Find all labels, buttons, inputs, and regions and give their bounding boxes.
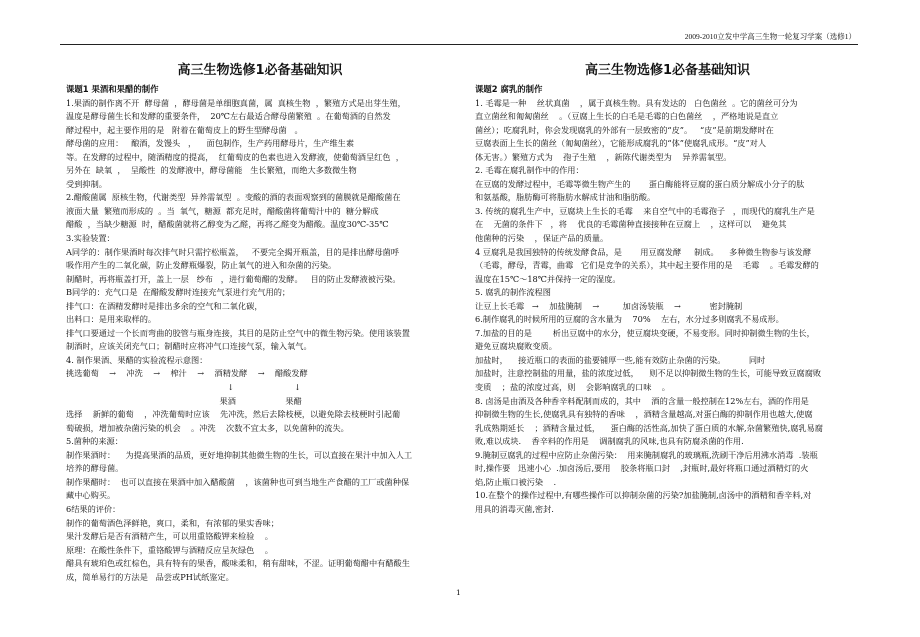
right-text-line: 8. 卤汤是由酒及各种香辛料配制而成的，其中 酒的含量一般控制在12%左右，酒的作用是: [475, 395, 809, 406]
left-text-line: 选择 新鲜的葡萄 ，冲洗葡萄时应该 先冲洗，然后去除枝梗，以避免除去枝梗时引起葡: [66, 409, 401, 420]
left-text-line: 温度是酵母菌生长和发酵的重要条件， 20℃左右最适合酵母菌繁殖 。在葡萄酒的自然发: [66, 111, 391, 122]
right-text-line: 10.在整个的操作过程中,有哪些操作可以抑制杂菌的污染?加盐腌制,卤汤中的酒精和香辛料,对: [475, 490, 812, 501]
right-text-line: 抑制微生物的生长,使腐乳具有独特的香味 ，酒精含量越高,对蛋白酶的抑制作用也越大,使腐: [475, 409, 813, 420]
right-text-line: 3. 传统的腐乳生产中，豆腐块上生长的毛霉 来自空气中的毛霉孢子 ，而现代的腐乳生产是: [475, 205, 815, 216]
right-text-line: 和氨基酸，脂肪酶可将脂肪水解成甘油和脂肪酸。: [475, 192, 656, 203]
right-text-line: 加盐时，注意控制盐的用量，盐的浓度过低， 则不足以抑制微生物的生长，可能导致豆腐腐败: [475, 368, 822, 379]
right-text-line: 他菌种的污染 ，保证产品的质量。: [475, 233, 609, 244]
left-text-line: 醋具有琥珀色或红棕色，具有特有的果香，酸味柔和，稍有甜味，不涩。证明葡萄醋中有醋酸生: [66, 558, 410, 569]
left-body: [66, 97, 454, 585]
left-text-line: 醋酸 ，当缺少糖源 时，醋酸菌就将乙醇变为乙醛，再将乙醛变为醋酸。温度30℃-35℃: [66, 219, 389, 230]
right-text-line: 变质 ；盐的浓度过高，则 会影响腐乳的口味 。: [475, 382, 670, 393]
left-text-line: 5.菌种的来源：: [66, 436, 123, 447]
right-text-line: 5. 腐乳的制作流程图: [475, 287, 551, 298]
left-text-line: 吸作用产生的二氧化碳，防止发酵瓶爆裂，防止氧气的进入和杂菌的污染。: [66, 260, 337, 271]
left-text-line: 2.醋酸菌属 原核生物，代谢类型 异养需氧型 。变酸的酒的表面观察到的菌膜就是醋酸菌在: [66, 192, 401, 203]
left-text-line: 萄破损，增加被杂菌污染的机会 。冲洗 次数不宜太多，以免菌种的流失。: [66, 422, 349, 433]
right-text-line: 时,操作要 迅速小心 .加卤汤后,要用 胶条将瓶口封 ,封瓶时,最好将瓶口通过酒精灯的火: [475, 463, 809, 474]
left-text-line: 酵过程中，起主要作用的是 附着在葡萄皮上的野生型酵母菌 。: [66, 124, 303, 135]
left-text-line: B同学的：充气口是 在醋酸发酵时连接充气泵进行充气用的；: [66, 287, 291, 298]
right-title: 高三生物选修1必备基础知识: [584, 63, 751, 78]
left-text-line: 另外在 缺氧 ， 呈酸性 的发酵液中，酵母菌能 生长繁殖，而绝大多数微生物: [66, 165, 357, 176]
left-text-line: 制醋时，再将瓶盖打开，盖上一层 纱布 ，进行葡萄醋的发酵。 目的防止发酵液被污染。: [66, 273, 401, 284]
left-text-line: 成，简单易行的方法是 品尝或PH试纸鉴定。: [66, 571, 234, 582]
left-text-line: 果酒 果醋: [66, 395, 302, 406]
right-text-line: 豆腐表面上生长的菌丝（匍匐菌丝），它能形成腐乳的“体”使腐乳成形。“皮”对人: [475, 138, 767, 149]
right-text-line: 焰,防止瓶口被污染 .: [475, 476, 557, 487]
right-text-line: 乳成熟期延长 ；酒精含量过低， 蛋白酶的活性高,加快了蛋白质的水解,杂菌繁殖快,腐乳易腐: [475, 422, 823, 433]
left-subtitle: 课题1 果酒和果醋的制作: [66, 84, 159, 94]
left-text-line: 制作果酒时： 为提高果酒的品质，更好地抑制其他微生物的生长，可以直接在果汁中加入人工: [66, 449, 413, 460]
left-text-line: 培养的酵母菌。: [66, 463, 124, 474]
left-text-line: 制酒时，应该关闭充气口；制醋时应将冲气口连接气泵，输入氧气。: [66, 341, 312, 352]
right-subtitle: 课题2 腐乳的制作: [475, 84, 543, 94]
header-rule: [60, 44, 858, 45]
right-text-line: 避免豆腐块腐败变质。: [475, 341, 557, 352]
left-text-line: 4. 制作果酒、果醋的实验流程示意图：: [66, 354, 208, 365]
left-text-line: 藏中心购买。: [66, 490, 116, 501]
right-text-line: 1. 毛霉是一种 丝状真菌 ，属于真核生物。具有发达的 白色菌丝 。它的菌丝可分为: [475, 97, 798, 108]
right-text-line: 9.腌制豆腐乳的过程中应防止杂菌污染： 用来腌制腐乳的玻璃瓶,洗刷干净后用沸水消毒 .装瓶: [475, 449, 818, 460]
right-text-line: 6.制作腐乳的时候所用的豆腐的含水量为 70% 左右，水分过多则腐乳不易成形。: [475, 314, 784, 325]
left-text-line: 等。在发酵的过程中，随酒精度的提高， 红葡萄皮的色素也进入发酵液，使葡萄酒呈红色 ，: [66, 151, 404, 162]
left-text-line: 果汁发酵后是否有酒精产生，可以用重铬酸钾来检验 。: [66, 531, 273, 542]
right-text-line: （毛霉，酵母，青霉，曲霉 它们是竞争的关系），其中起主要作用的是 毛霉 。毛霉发酵的: [475, 260, 819, 271]
left-text-line: 3.实验装置：: [66, 233, 115, 244]
page-number: 1: [456, 588, 461, 597]
left-text-line: 酵母菌的应用： 酿酒，发馒头 ， 面包制作，生产药用酵母片，生产维生素: [66, 138, 355, 149]
left-text-line: 6结果的评价：: [66, 503, 121, 514]
left-text-line: 1.果酒的制作离不开 酵母菌 ，酵母菌是单细胞真菌，属 真核生物 ，繁殖方式是出芽生殖，: [66, 97, 406, 108]
left-text-line: 液面大量 繁殖而形成的 。当 氧气，糖源 都充足时，醋酸菌将葡萄汁中的 糖分解成: [66, 205, 379, 216]
right-body: [475, 97, 860, 517]
right-text-line: 败,难以成块. 香辛料的作用是 调制腐乳的风味,也具有防腐杀菌的作用.: [475, 436, 744, 447]
left-text-line: 制作的葡萄酒色泽鲜艳，爽口，柔和，有浓郁的果实香味；: [66, 517, 279, 528]
right-text-line: 让豆上长毛霉 → 加盐腌制 → 加卤汤装瓶 → 密封腌制: [475, 300, 743, 311]
left-text-line: 受到抑制。: [66, 178, 107, 189]
left-column: [66, 62, 454, 584]
left-text-line: 排气口要通过一个长而弯曲的胶管与瓶身连接，其目的是防止空气中的微生物污染。使用该装置: [66, 327, 410, 338]
right-text-line: 4 豆腐乳是我国独特的传统发酵食品，是 用豆腐发酵 制成。 多种微生物参与该发酵: [475, 246, 812, 257]
left-text-line: A同学的：制作果酒时每次排气时只需拧松瓶盖， 不要完全揭开瓶盖，目的是排出酵母菌呼: [66, 246, 400, 257]
left-text-line: 原理：在酸性条件下，重铬酸钾与酒精反应呈灰绿色 。: [66, 544, 273, 555]
right-text-line: 用具的消毒灭菌,密封.: [475, 503, 554, 514]
right-column: [475, 62, 860, 517]
left-text-line: ↓ ↓: [66, 382, 301, 393]
right-text-line: 7.加盐的目的是 析出豆腐中的水分，使豆腐块变硬，不易变形。同时抑制微生物的生长，: [475, 327, 815, 338]
right-text-line: 直立菌丝和匍匐菌丝 。（豆腐上生长的白毛是毛霉的白色菌丝 ，严格地说是直立: [475, 111, 779, 122]
right-text-line: 体无害。）繁殖方式为 孢子生殖 ，新陈代谢类型为 异养需氧型。: [475, 151, 732, 162]
left-title: 高三生物选修1必备基础知识: [177, 63, 343, 78]
right-text-line: 在 无菌的条件下 ，将 优良的毛霉菌种直接接种在豆腐上 ，这样可以 避免其: [475, 219, 787, 230]
left-text-line: 挑选葡萄 → 冲洗 → 榨汁 → 酒精发酵 → 醋酸发酵: [66, 368, 308, 379]
right-text-line: 在豆腐的发酵过程中，毛霉等微生物产生的 蛋白酶能将豆腐的蛋白质分解成小分子的肽: [475, 178, 805, 189]
page-header: 2009-2010立发中学高三生物一轮复习学案（选修1）: [684, 32, 856, 41]
right-text-line: 加盐时， 接近瓶口的表面的盐要铺厚一些,能有效防止杂菌的污染。 同时: [475, 354, 766, 365]
left-text-line: 出料口：是用来取样的。: [66, 314, 157, 325]
left-text-line: 排气口：在酒精发酵时是排出多余的空气和二氧化碳，: [66, 300, 263, 311]
right-text-line: 2. 毛霉在腐乳制作中的作用：: [475, 165, 584, 176]
right-text-line: 温度在15℃～18℃并保持一定的湿度。: [475, 273, 621, 284]
right-text-line: 菌丝）；吃腐乳时，你会发现腐乳的外部有一层致密的“皮”。 “皮”是前期发酵时在: [475, 124, 774, 135]
left-text-line: 制作果醋时： 也可以直接在果酒中加入醋酸菌 ，该菌种也可到当地生产食醋的工厂或菌种保: [66, 476, 410, 487]
